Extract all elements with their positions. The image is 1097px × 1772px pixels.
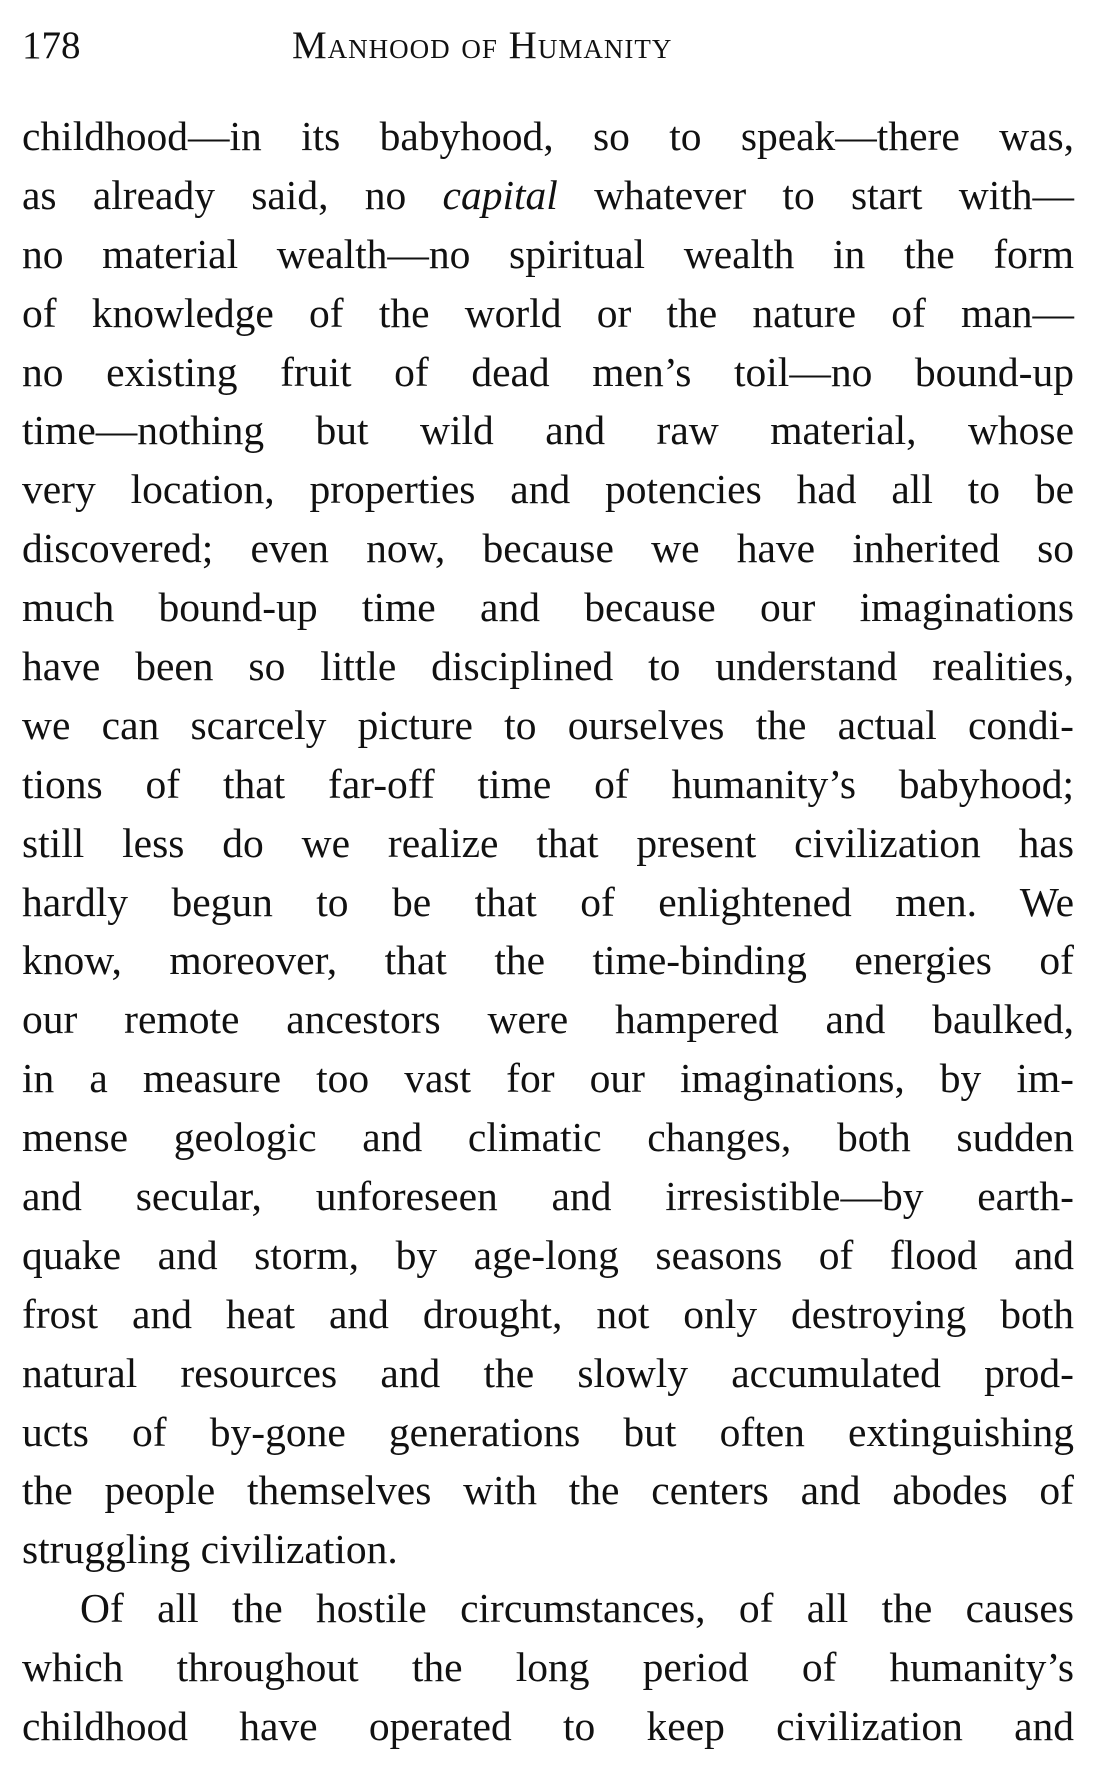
text-line: no existing fruit of dead men’s toil—no bound-up (22, 348, 1074, 395)
text-line: time—nothing but wild and raw material, whose (22, 407, 1074, 454)
text-line: childhood—in its babyhood, so to speak—there was, (22, 113, 1074, 159)
text-line: the people themselves with the centers and abodes of (22, 1467, 1074, 1514)
text-line: our remote ancestors were hampered and baulked, (22, 996, 1074, 1043)
text-line: quake and storm, by age-long seasons of flood and (22, 1231, 1074, 1278)
paragraph-last-line: struggling civilization. (22, 1526, 398, 1573)
text-line: know, moreover, that the time-binding energies of (22, 937, 1074, 984)
text-line: hardly begun to be that of enlightened men. We (22, 878, 1074, 925)
running-header (22, 18, 1072, 74)
running-title: Manhood of Humanity (292, 24, 673, 67)
text-line: and secular, unforeseen and irresistible—by earth- (22, 1173, 1074, 1220)
page-number: 178 (22, 24, 81, 67)
text-line: discovered; even now, because we have inherited so (22, 525, 1074, 572)
paragraph-first-line: Of all the hostile circumstances, of all the causes (80, 1585, 1074, 1632)
text-line: mense geologic and climatic changes, both sudden (22, 1114, 1074, 1161)
text-line: which throughout the long period of humanity’s (22, 1644, 1074, 1691)
text-line: tions of that far-off time of humanity’s babyhood; (22, 760, 1074, 807)
text-line: frost and heat and drought, not only destroying both (22, 1290, 1074, 1337)
text-line: ucts of by-gone generations but often extinguishing (22, 1408, 1074, 1455)
text-line: in a measure too vast for our imaginations, by im- (22, 1055, 1074, 1102)
text-line: very location, properties and potencies had all to be (22, 466, 1074, 513)
text-line: much bound-up time and because our imaginations (22, 584, 1074, 631)
text-line (22, 166, 1074, 225)
text-line: have been so little disciplined to understand realities, (22, 643, 1074, 690)
body-text (22, 107, 1074, 1756)
text-line: still less do we realize that present civilization has (22, 819, 1074, 866)
text-line: childhood have operated to keep civilization and (22, 1703, 1074, 1750)
text-line: of knowledge of the world or the nature of man— (22, 289, 1074, 336)
text-line-segment: as already said, no (22, 171, 443, 218)
text-line: natural resources and the slowly accumulated prod- (22, 1349, 1074, 1396)
italic-word: capital (442, 171, 558, 218)
text-line: we can scarcely picture to ourselves the actual condi- (22, 701, 1074, 748)
text-line-segment: whatever to start with— (557, 171, 1075, 218)
text-line: no material wealth—no spiritual wealth in the form (22, 230, 1074, 277)
